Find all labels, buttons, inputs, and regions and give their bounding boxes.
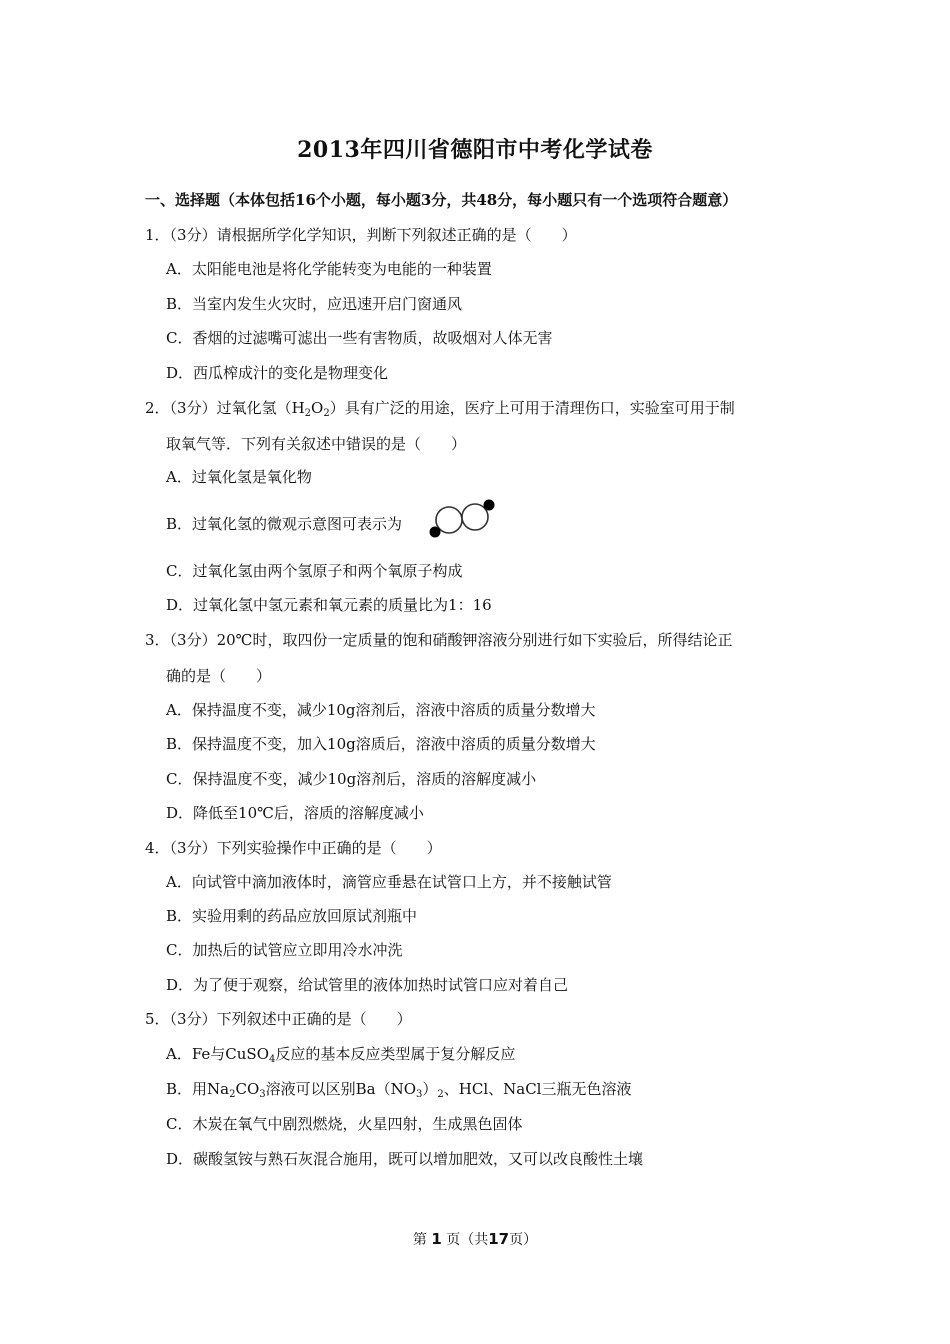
page-number: 1 <box>431 1230 442 1248</box>
question-5-option-b: B．用$Na_2CO_3$溶液可以区别$Ba(NO_3)_2$、HCl、NaCl三瓶无色溶液 <box>166 1080 632 1100</box>
question-3-stem-continued: 确的是（ ） <box>166 667 272 685</box>
question-3-option-c: C．保持温度不变，减少10g溶剂后，溶质的溶解度减小 <box>166 770 537 788</box>
question-3-option-b: B．保持温度不变，加入10g溶质后，溶液中溶质的质量分数增大 <box>166 735 596 753</box>
question-3-option-d: D．降低至10℃后，溶质的溶解度减小 <box>166 804 424 822</box>
oxygen-atom-right <box>462 504 488 530</box>
hydrogen-atom-left <box>430 527 441 538</box>
page-title: 2013年四川省德阳市中考化学试卷 <box>297 137 653 163</box>
question-5-option-c: C．木炭在氧气中剧烈燃烧，火星四射，生成黑色固体 <box>166 1115 523 1133</box>
question-4-option-d: D．为了便于观察，给试管里的液体加热时试管口应对着自己 <box>166 976 569 994</box>
question-2-option-d: D．过氧化氢中氢元素和氧元素的质量比为1：16 <box>166 596 492 614</box>
question-4-option-a: A．向试管中滴加液体时，滴管应垂悬在试管口上方，并不接触试管 <box>166 873 612 891</box>
question-2-option-c: C．过氧化氢由两个氢原子和两个氧原子构成 <box>166 562 463 580</box>
question-3-stem: 3．（3分）20℃时，取四份一定质量的饱和硝酸钾溶液分别进行如下实验后，所得结论正 <box>145 631 733 649</box>
question-5-stem: 5．（3分）下列叙述中正确的是（ ） <box>145 1010 412 1028</box>
question-2-stem: 2．（3分）过氧化氢$(H_2O_2)$具有广泛的用途，医疗上可用于清理伤口，实验室可用于制 <box>145 399 735 419</box>
question-5-option-a: A．Fe与CuSO$_4$反应的基本反应类型属于复分解反应 <box>166 1045 516 1065</box>
question-4-option-c: C．加热后的试管应立即用冷水冲洗 <box>166 941 403 959</box>
total-pages: 17 <box>488 1230 510 1248</box>
question-1-option-d: D．西瓜榨成汁的变化是物理变化 <box>166 364 389 382</box>
question-3-option-a: A．保持温度不变，减少10g溶剂后，溶液中溶质的质量分数增大 <box>166 701 596 719</box>
question-2-option-b: B．过氧化氢的微观示意图可表示为 <box>166 515 403 533</box>
page-footer: 第 1 页（共17页） <box>412 1230 538 1248</box>
question-4-stem: 4．（3分）下列实验操作中正确的是（ ） <box>145 839 442 857</box>
question-2-stem-continued: 取氧气等．下列有关叙述中错误的是（ ） <box>166 435 467 453</box>
section-heading: 一、选择题（本体包括16个小题，每小题3分，共48分，每小题只有一个选项符合题意） <box>145 191 738 209</box>
question-4-option-b: B．实验用剩的药品应放回原试剂瓶中 <box>166 907 418 925</box>
question-1-option-c: C．香烟的过滤嘴可滤出一些有害物质，故吸烟对人体无害 <box>166 329 553 347</box>
oxygen-atom-left <box>436 507 462 533</box>
hydrogen-atom-right <box>484 500 495 511</box>
question-1-stem: 1．（3分）请根据所学化学知识，判断下列叙述正确的是（ ） <box>145 226 577 244</box>
question-2-option-a: A．过氧化氢是氧化物 <box>166 468 312 486</box>
question-1-option-b: B．当室内发生火灾时，应迅速开启门窗通风 <box>166 295 463 313</box>
hydrogen-peroxide-molecule-diagram <box>428 496 498 538</box>
question-1-option-a: A．太阳能电池是将化学能转变为电能的一种装置 <box>166 260 492 278</box>
question-5-option-d: D．碳酸氢铵与熟石灰混合施用，既可以增加肥效，又可以改良酸性土壤 <box>166 1150 644 1168</box>
